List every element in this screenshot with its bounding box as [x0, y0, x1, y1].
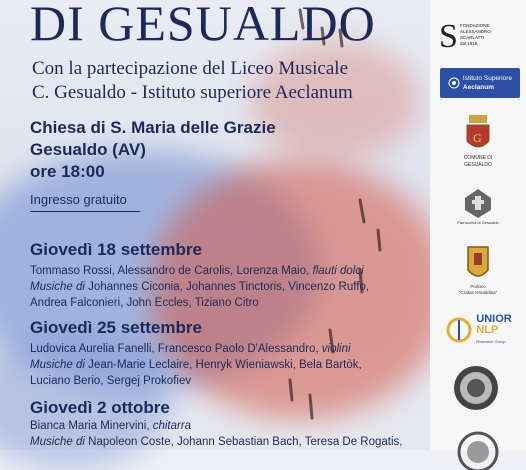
fondazione-scarlatti-logo [438, 10, 518, 60]
comune-label: COMUNE DI [463, 155, 493, 161]
seal-icon [448, 76, 460, 90]
concert-performers: Ludovica Aurelia Fanelli, Francesco Paolo D'Alessandro, violini [30, 343, 351, 355]
sponsor-column [430, 0, 526, 450]
concert-music-cont: Luciano Berio, Sergej Prokofiev [30, 375, 192, 387]
fondazione-label: FONDAZIONE [460, 23, 490, 28]
circular-badge-icon [458, 428, 498, 452]
concert-music: Musiche di Jean-Marie Leclaire, Henryk Wieniawski, Bela Bartòk, [30, 359, 362, 371]
pro-loco-name: "Civitas Iesualdina" [458, 290, 498, 295]
nlp-label: NLP [476, 323, 499, 336]
parrocchia-name: Parrocchia di Gesualdo [457, 219, 499, 225]
concert-music: Musiche di Johannes Ciconia, Johannes Tinctoris, Vincenzo Ruffo, [30, 281, 370, 293]
concert-date: Giovedì 25 settembre [30, 318, 202, 337]
divider [30, 211, 140, 212]
comune-name: GESUALDO [464, 162, 492, 168]
concert-date: Giovedì 18 settembre [30, 240, 202, 259]
fondazione-surname: SCARLATTI [460, 35, 485, 40]
comune-gesualdo-logo [448, 108, 508, 174]
ecclesiastical-emblem-icon [461, 186, 495, 220]
round-seal-logo [450, 362, 502, 414]
unior-nlp-logo [436, 310, 522, 350]
partial-seal-logo [458, 428, 498, 458]
concert-music-cont: Andrea Falconieri, John Eccles, Tiziano Citro [30, 297, 259, 309]
concert-date: Giovedì 2 ottobre [30, 398, 170, 417]
subtitle-line-2: C. Gesualdo - Istituto superiore Aeclanum [32, 82, 353, 103]
poster-title: DI GESUALDO [30, 0, 376, 51]
subtitle-line-1: Con la partecipazione del Liceo Musicale [32, 58, 349, 79]
parrocchia-logo [438, 180, 518, 230]
pro-loco-label: Proloco [470, 284, 486, 289]
letter-s-emblem-icon [438, 17, 456, 53]
svg-text:G: G [473, 131, 482, 145]
brain-icon [446, 317, 472, 343]
pro-loco-logo [450, 240, 506, 300]
entry-info: Ingresso gratuito [30, 192, 127, 207]
venue-town: Gesualdo (AV) [30, 140, 146, 159]
concert-performers: Bianca Maria Minervini, chitarra [30, 420, 192, 432]
istituto-name: Aeclanum [462, 84, 494, 91]
fondazione-year: dal 1918 [460, 41, 478, 46]
concert-music: Musiche di Napoleon Coste, Johann Sebastian Bach, Teresa De Rogatis, [30, 436, 403, 448]
venue-church: Chiesa di S. Maria delle Grazie [30, 118, 276, 137]
coat-of-arms-icon [463, 113, 493, 155]
istituto-label: Istituto Superiore [462, 75, 513, 82]
fondazione-name: ALESSANDRO [460, 29, 491, 34]
event-time: ore 18:00 [30, 162, 105, 181]
istituto-aeclanum-logo [440, 68, 520, 98]
circular-badge-icon [452, 364, 500, 412]
research-group-label: Research Group [476, 338, 506, 344]
heraldic-shield-icon [465, 244, 491, 284]
concert-performers: Tommaso Rossi, Alessandro de Carolis, Lorenza Maio, flauti dolci [30, 265, 364, 277]
svg-text:S: S [439, 18, 458, 55]
unior-label: UNIOR [476, 312, 512, 325]
